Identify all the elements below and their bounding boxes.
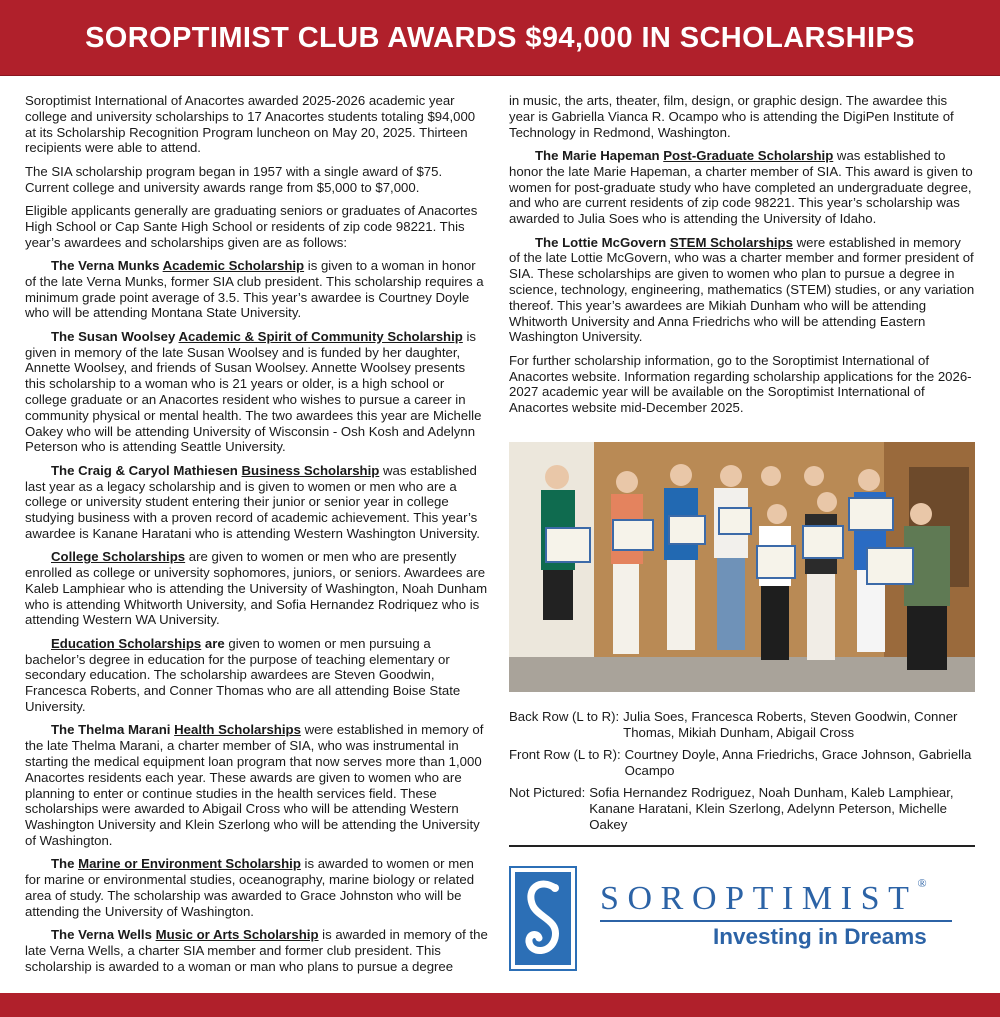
college-title: College Scholarships xyxy=(51,549,186,565)
photo-captions xyxy=(509,709,975,839)
article-column-right xyxy=(509,93,975,424)
mcgovern-title: STEM Scholarships xyxy=(669,234,793,250)
headline-banner xyxy=(0,0,1000,76)
registered-mark: ® xyxy=(917,876,927,890)
mathiesen-paragraph: The Craig & Caryol Mathiesen Business Scholarship was established last year as a legacy scholarship and is given to women or men who are a college or university student entering their junior or senior year in college studying business with a proven record of academic achievement. This year’s awardee is Kanane Haratani who is attending Western Washington University. xyxy=(25,462,480,541)
wells-paragraph: The Verna Wells Music or Arts Scholarship is awarded in memory of the late Verna Wells, a charter SIA member and former club president. This scholarship is awarded to a woman or man who plans to pursue a degree xyxy=(25,927,488,974)
wells-continued-paragraph: in music, the arts, theater, film, design, or graphic design. The awardee this year is Gabriella Vianca R. Ocampo who is attending the DigiPen Institute of Technology in Redmond, Washington. xyxy=(509,93,954,140)
marani-title: Health Scholarships xyxy=(174,722,301,738)
caption-names: Courtney Doyle, Anna Friedrichs, Grace Johnson, Gabriella Ocampo xyxy=(624,747,972,778)
caption-front-row xyxy=(509,747,975,779)
hapeman-title: Post-Graduate Scholarship xyxy=(663,147,834,163)
caption-label: Front Row (L to R): xyxy=(509,747,621,762)
footer-bar xyxy=(0,993,1000,1017)
munks-paragraph: The Verna Munks Academic Scholarship is given to a woman in honor of the late Verna Munks, former SIA club president. This scholarship requires a minimum grade point average of 3.5. This year’s awardee is Courtney Doyle who will be attending Montana State University. xyxy=(25,257,484,321)
mcgovern-paragraph: The Lottie McGovern STEM Scholarships were established in memory of the late Lottie McGovern, who was a charter member and former president of SIA. These scholarships are given to women who plan to pursue a degree in science, technology, engineering, mathematics (STEM) studies, or any variation thereof. This year’s awardees are Mikiah Dunham who will be attending Whitworth University and Anna Friedrichs who will be attending Eastern Washington University. xyxy=(509,234,975,345)
further-info-paragraph: For further scholarship information, go to the Soroptimist International of Anacortes website. Information regarding scholarship applications for the 2026-2027 academic year will be available on the Soroptimist International of Anacortes website mid-December 2025. xyxy=(509,352,972,416)
brand-name: SOROPTIMIST® xyxy=(600,876,927,917)
brand-tagline: Investing in Dreams xyxy=(713,924,927,949)
marine-paragraph: The Marine or Environment Scholarship is awarded to women or men for marine or environmental studies, oceanography, marine biology or related area of study. The scholarship was awarded to Grace Johnston who will be attending the University of Washington. xyxy=(25,856,475,919)
mathiesen-title: Business Scholarship xyxy=(241,462,380,478)
caption-names: Sofia Hernandez Rodriguez, Noah Dunham, Kaleb Lamphiear, Kanane Haratani, Klein Szerlong, Adelynn Peterson, Michelle Oakey xyxy=(589,785,954,832)
headline: SOROPTIMIST CLUB AWARDS $94,000 IN SCHOLARSHIPS xyxy=(85,22,915,54)
education-title: Education Scholarships xyxy=(51,635,202,651)
woolsey-paragraph: The Susan Woolsey Academic & Spirit of Community Scholarship is given in memory of the late Susan Woolsey and is funded by her daughter, Annette Woolsey, and friends of Susan Woolsey. Annette Woolsey presents this scholarship to a woman who is 21 years or older, is a high school or college graduate or an Anacortes resident who wishes to pursue a career in community physical or mental health. The two awardees this year are Michelle Oakey who will be attending University of Wisconsin - Osh Kosh and Adelynn Peterson who is attending Seattle University. xyxy=(25,328,482,455)
intro-paragraph: Soroptimist International of Anacortes awarded 2025-2026 academic year college and university scholarships to 17 Anacortes students totaling $94,000 at its Scholarship Recognition Program luncheon on May 20, 2025. Thirteen recipients were able to attend. xyxy=(25,93,476,156)
caption-not-pictured xyxy=(509,785,975,833)
brand-rule xyxy=(600,920,952,922)
caption-back-row xyxy=(509,709,975,741)
caption-label: Not Pictured: xyxy=(509,785,586,800)
wells-title: Music or Arts Scholarship xyxy=(155,927,319,943)
munks-title: Academic Scholarship xyxy=(162,257,305,273)
eligibility-paragraph: Eligible applicants generally are graduating seniors or graduates of Anacortes High School or Cap Sante High School or residents of zip code 98221. This year’s awardees and scholarships given are as follows: xyxy=(25,202,478,250)
education-paragraph: Education Scholarships are given to women or men pursuing a bachelor’s degree in education for the purpose of teaching elementary or secondary education. The scholarship awardees are Steven Goodwin, Francesca Roberts, and Conner Thomas who are all attending Boise State University. xyxy=(25,635,461,715)
soroptimist-s-logo-icon xyxy=(509,866,577,971)
college-paragraph: College Scholarships are given to women or men who are presently enrolled as college or university sophomores, juniors, or seniors. Awardees are Kaleb Lamphiear who is attending the University of Washington, Noah Dunham who is attending Whitworth University, and Sofia Hernandez Rodriquez who is attending Western WA University. xyxy=(25,549,488,628)
marine-title: Marine or Environment Scholarship xyxy=(78,856,301,872)
group-photo-image xyxy=(509,442,975,692)
caption-label: Back Row (L to R): xyxy=(509,709,620,724)
group-photo xyxy=(509,442,975,692)
article-column-left xyxy=(25,93,489,982)
section-divider xyxy=(509,845,975,847)
woolsey-title: Academic & Spirit of Community Scholarship xyxy=(178,328,463,344)
caption-names: Julia Soes, Francesca Roberts, Steven Goodwin, Conner Thomas, Mikiah Dunham, Abigail Cross xyxy=(623,709,958,740)
hapeman-paragraph: The Marie Hapeman Post-Graduate Scholarship was established to honor the late Marie Hapeman, a charter member of SIA. This award is given to women for post-graduate study who have completed an undergraduate degree, and who are current residents of zip code 98221. This year’s scholarship was awarded to Julia Soes who is attending the University of Idaho. xyxy=(509,147,973,227)
history-paragraph: The SIA scholarship program began in 1957 with a single award of $75. Current college and university awards range from $5,000 to $7,000. xyxy=(25,163,443,195)
marani-paragraph: The Thelma Marani Health Scholarships were established in memory of the late Thelma Marani, a charter member of SIA, who was instrumental in starting the medical equipment loan program that now serves more than 1,000 Anacortes residents each year. These awards are given to women who are planning to enter or continue studies in the health services field. These scholarships were awarded to Abigail Cross who will be attending Western Washington University and Klein Szerlong who will be attending the University of Washington. xyxy=(25,722,484,849)
